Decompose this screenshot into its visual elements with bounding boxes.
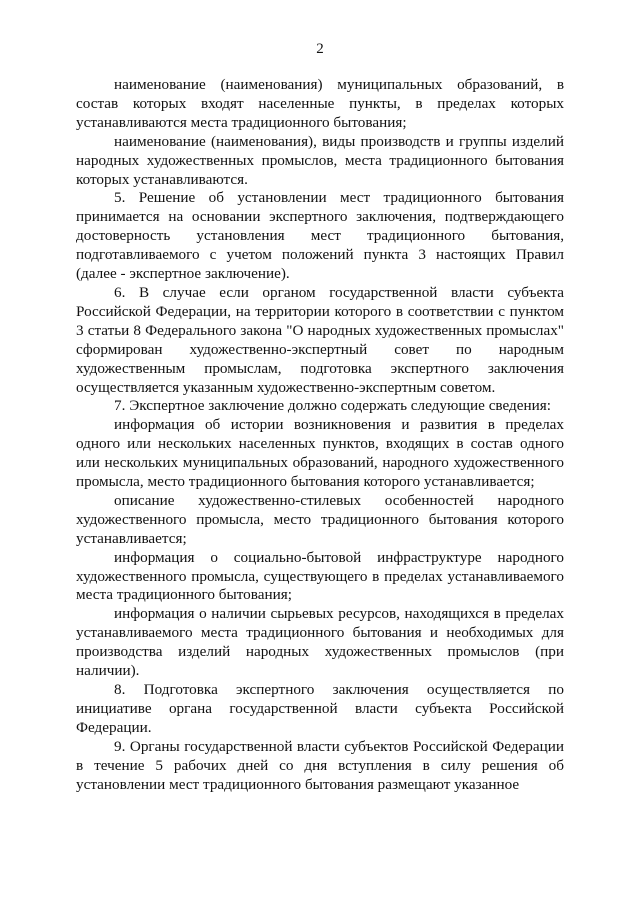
paragraph-resources-info: информация о наличии сырьевых ресурсов, находящихся в пределах устанавливаемого места традиционного бытования и необходимых для производства изделий народных художественных промыслов (при наличии). [76,605,564,680]
paragraph-item-9: 9. Органы государственной власти субъектов Российской Федерации в течение 5 рабочих дней со дня вступления в силу решения об установлении мест традиционного бытования размещают указанное [76,737,564,793]
paragraph-municipal-names: наименование (наименования) муниципальных образований, в состав которых входят населенные пункты, в пределах которых устанавливаются места традиционного бытования; [76,76,564,131]
document-body [76,76,564,794]
page-number: 2 [316,41,324,57]
paragraph-item-6: 6. В случае если органом государственной власти субъекта Российской Федерации, на территории которого в соответствии с пунктом 3 статьи 8 Федерального закона "О народных художественных промыслах" сформирован художественно-экспертный совет по народным художественным промыслам, подготовка экспертного заключения осуществляется указанным художественно-экспертным советом. [76,283,564,396]
paragraph-style-description: описание художественно-стилевых особенностей народного художественного промысла, место традиционного бытования которого устанавливается; [76,491,564,547]
paragraph-infrastructure-info: информация о социально-бытовой инфраструктуре народного художественного промысла, существующего в пределах устанавливаемого места традиционного бытования; [76,548,564,604]
paragraph-item-7: 7. Экспертное заключение должно содержать следующие сведения: [114,397,551,415]
paragraph-history-info: информация об истории возникновения и развития в пределах одного или нескольких населенных пунктов, входящих в состав одного или нескольких муниципальных образований, народного художественного промысла, место традиционного бытования которого устанавливается; [76,416,564,491]
paragraph-craft-types: наименование (наименования), виды производств и группы изделий народных художественных промыслов, места традиционного бытования которых устанавливаются. [76,132,564,188]
paragraph-item-8: 8. Подготовка экспертного заключения осуществляется по инициативе органа государственной власти субъекта Российской Федерации. [76,681,564,736]
paragraph-item-5: 5. Решение об установлении мест традиционного бытования принимается на основании экспертного заключения, подтверждающего достоверность установления мест традиционного бытования, подготавливаемого с учетом положений пункта 3 настоящих Правил (далее - экспертное заключение). [76,189,564,283]
